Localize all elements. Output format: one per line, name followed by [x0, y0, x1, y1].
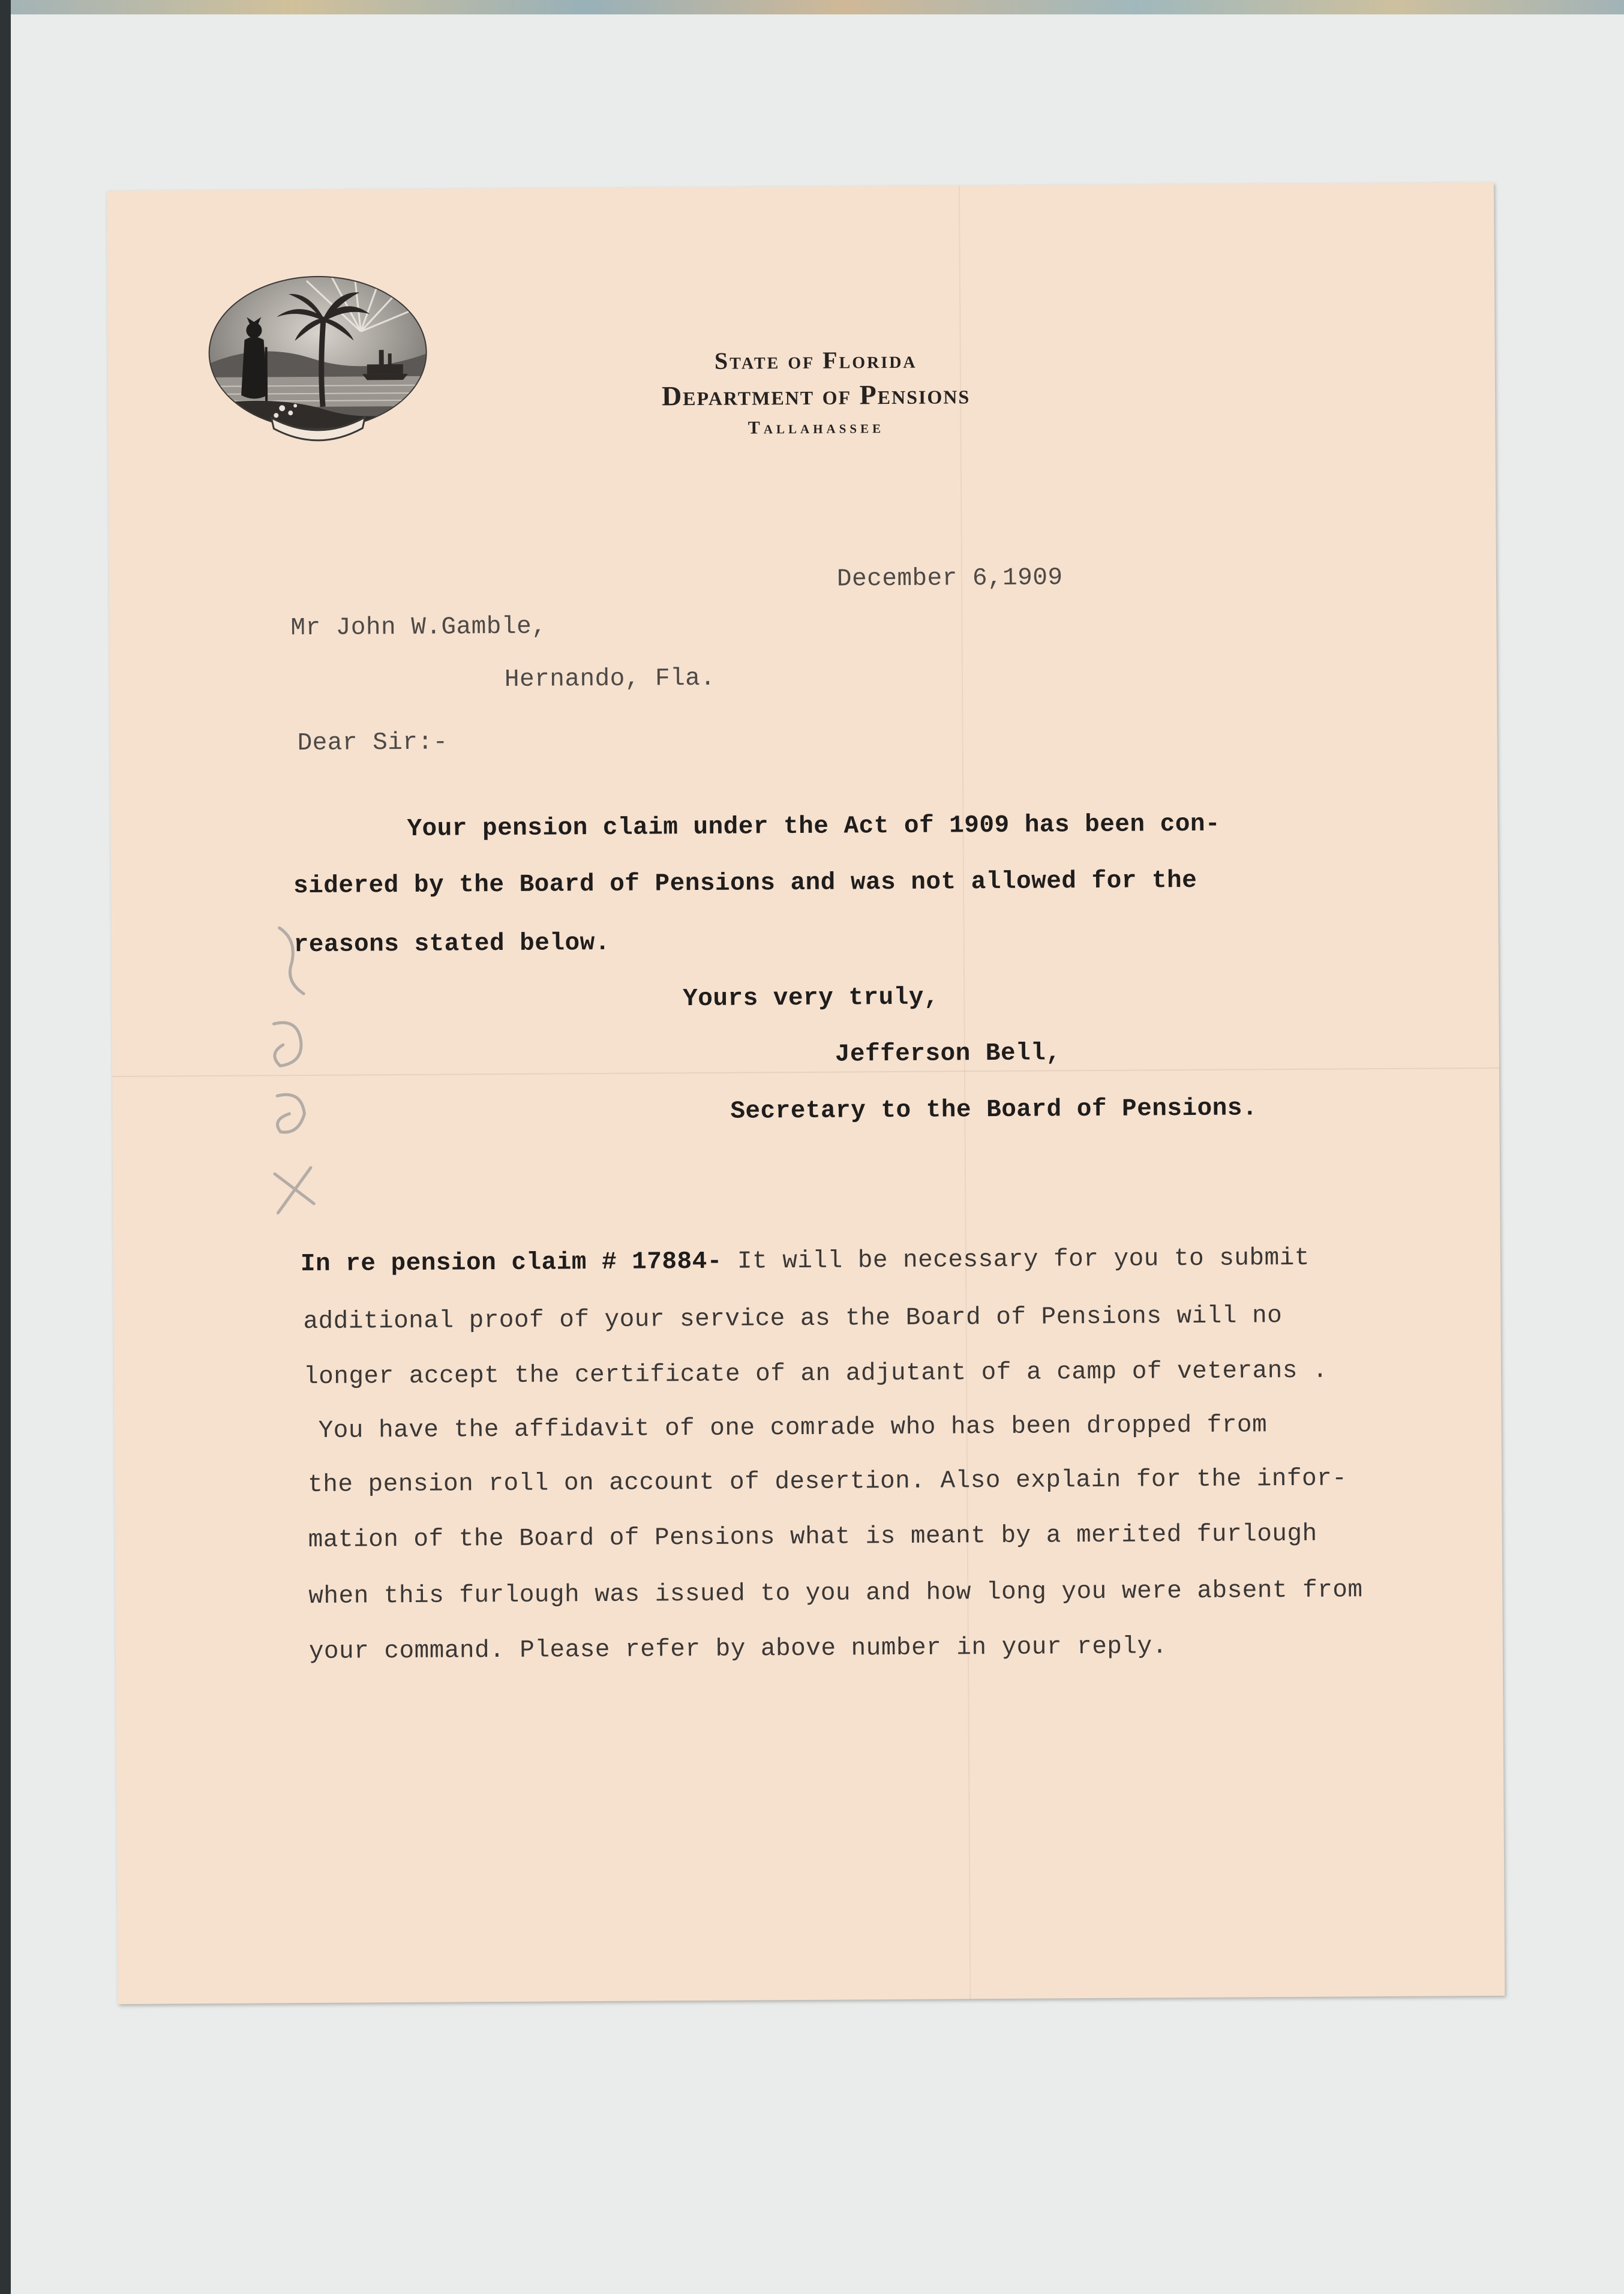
scan-top-strip: [0, 0, 1624, 14]
pencil-margin-note: [255, 916, 335, 1228]
salutation: Dear Sir:-: [297, 728, 448, 758]
body-line-1: Your pension claim under the Act of 1909 has been con-: [407, 810, 1221, 843]
note-line-4: You have the affidavit of one comrade who has been dropped from: [318, 1411, 1268, 1445]
signer-title: Secretary to the Board of Pensions.: [730, 1094, 1258, 1126]
body-line-3: reasons stated below.: [293, 929, 611, 959]
note-line-7: when this furlough was issued to you and how long you were absent from: [308, 1576, 1363, 1611]
letter-paper: [107, 182, 1505, 2004]
note-line-1-rest: It will be necessary for you to submit: [722, 1244, 1310, 1276]
fold-line-vertical: [959, 185, 971, 1999]
signer-name: Jefferson Bell,: [834, 1039, 1061, 1069]
recipient-address: Hernando, Fla.: [504, 664, 716, 694]
note-line-6: mation of the Board of Pensions what is meant by a merited furlough: [308, 1520, 1317, 1554]
letterhead: [648, 343, 984, 443]
scan-left-edge: [0, 0, 11, 2294]
letterhead-state: State of Florida: [714, 346, 917, 374]
claim-reference: In re pension claim # 17884-: [300, 1248, 722, 1279]
note-line-8: your command. Please refer by above number in your reply.: [308, 1633, 1167, 1666]
note-line-5: the pension roll on account of desertion. Also explain for the infor-: [308, 1465, 1347, 1499]
body-line-2: sidered by the Board of Pensions and was not allowed for the: [293, 866, 1197, 901]
note-line-2: additional proof of your service as the Board of Pensions will no: [303, 1302, 1283, 1336]
florida-state-seal: [205, 274, 431, 442]
recipient-name: Mr John W.Gamble,: [290, 613, 547, 643]
letter-date: December 6,1909: [836, 564, 1063, 593]
letterhead-city: Tallahassee: [748, 417, 885, 438]
letterhead-department: Department of Pensions: [661, 379, 971, 412]
note-line-3: longer accept the certificate of an adjutant of a camp of veterans .: [303, 1357, 1328, 1392]
valediction: Yours very truly,: [683, 983, 939, 1013]
note-line-1: [301, 1245, 1310, 1278]
